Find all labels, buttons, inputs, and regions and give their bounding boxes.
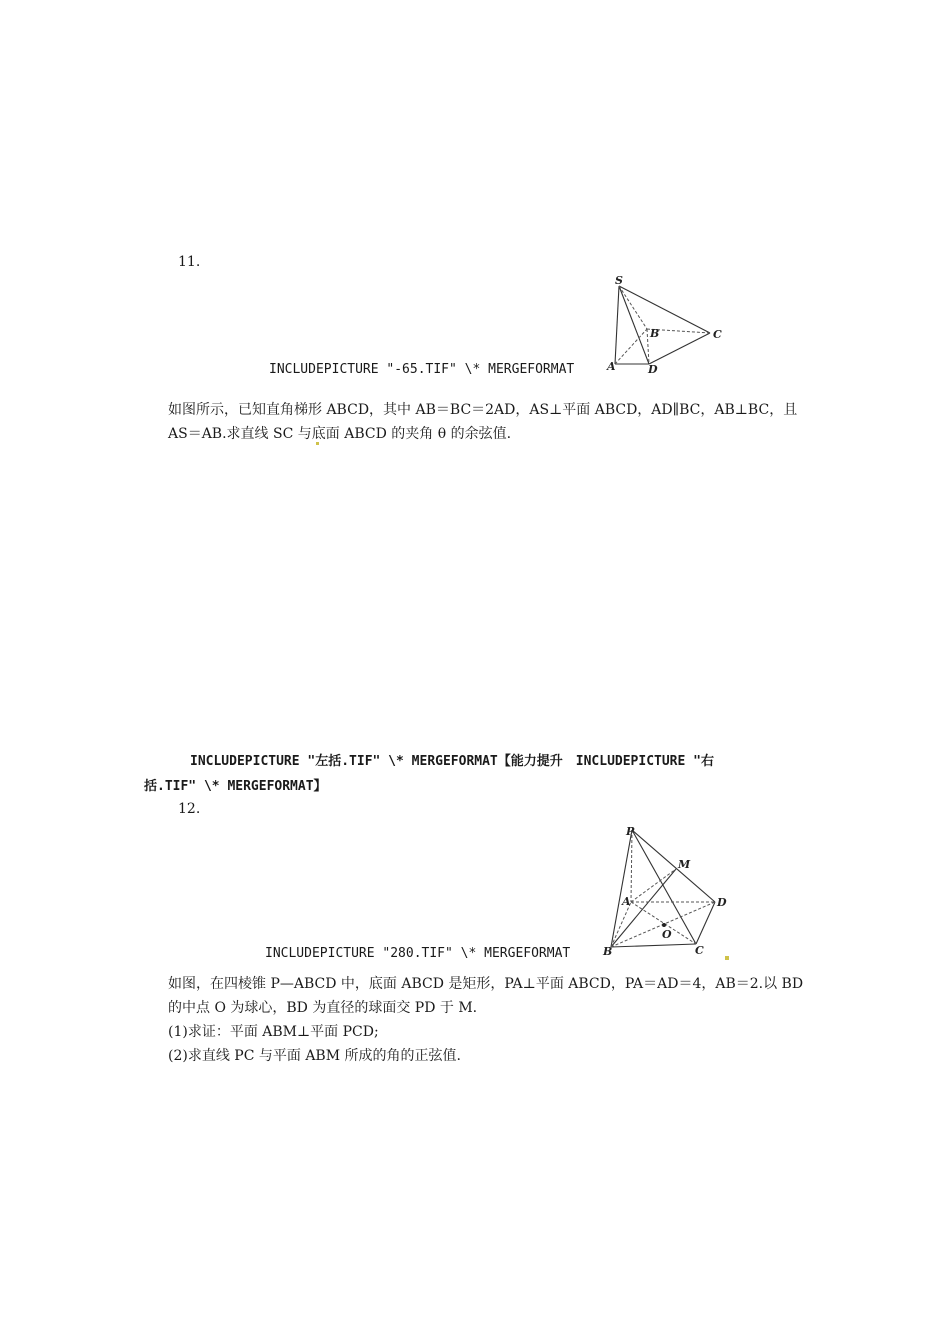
label-m: M [678, 858, 691, 871]
problem-12-part-1: (1)求证：平面 ABM⊥平面 PCD; [168, 1024, 379, 1040]
problem-12-part-2: (2)求直线 PC 与平面 ABM 所成的角的正弦值. [168, 1048, 461, 1064]
section-header-line-2: 括.TIF" \* MERGEFORMAT】 [144, 779, 327, 794]
label-s: S [615, 274, 623, 287]
problem-12-number: 12. [178, 801, 201, 817]
problem-11-line-2: AS＝AB.求直线 SC 与底面 ABCD 的夹角 θ 的余弦值. [168, 426, 512, 442]
label-c: C [713, 328, 722, 341]
problem-11-line-1: 如图所示，已知直角梯形 ABCD，其中 AB＝BC＝2AD，AS⊥平面 ABCD，AD∥BC，AB⊥BC，且 [168, 402, 798, 418]
label-d: D [648, 363, 658, 376]
figure-pyramid-sabcd [600, 272, 730, 378]
label-a: A [622, 895, 631, 908]
problem-11-text [168, 398, 818, 446]
label-b: B [603, 945, 613, 956]
problem-11-include-field: INCLUDEPICTURE "-65.TIF" \* MERGEFORMAT [269, 362, 575, 377]
problem-12-include-field: INCLUDEPICTURE "280.TIF" \* MERGEFORMAT [265, 946, 571, 961]
label-c: C [695, 944, 704, 956]
problem-12-line-1: 如图，在四棱锥 P—ABCD 中，底面 ABCD 是矩形，PA⊥平面 ABCD，PA＝AD＝4，AB＝2.以 BD [168, 976, 804, 992]
problem-11-number: 11. [178, 254, 201, 270]
label-b: B [650, 327, 660, 340]
label-p: P [626, 825, 635, 838]
section-header-line-1: INCLUDEPICTURE "左括.TIF" \* MERGEFORMAT【能力提升 INCLUDEPICTURE "右 [190, 754, 714, 769]
label-a: A [607, 360, 616, 373]
problem-12-text [168, 972, 818, 1068]
problem-12-line-2: 的中点 O 为球心，BD 为直径的球面交 PD 于 M. [168, 1000, 478, 1016]
figure-pyramid-pabcd [598, 822, 734, 956]
label-d: D [717, 896, 727, 909]
stray-mark [316, 442, 319, 445]
stray-mark [725, 956, 729, 960]
label-o: O [662, 928, 672, 941]
